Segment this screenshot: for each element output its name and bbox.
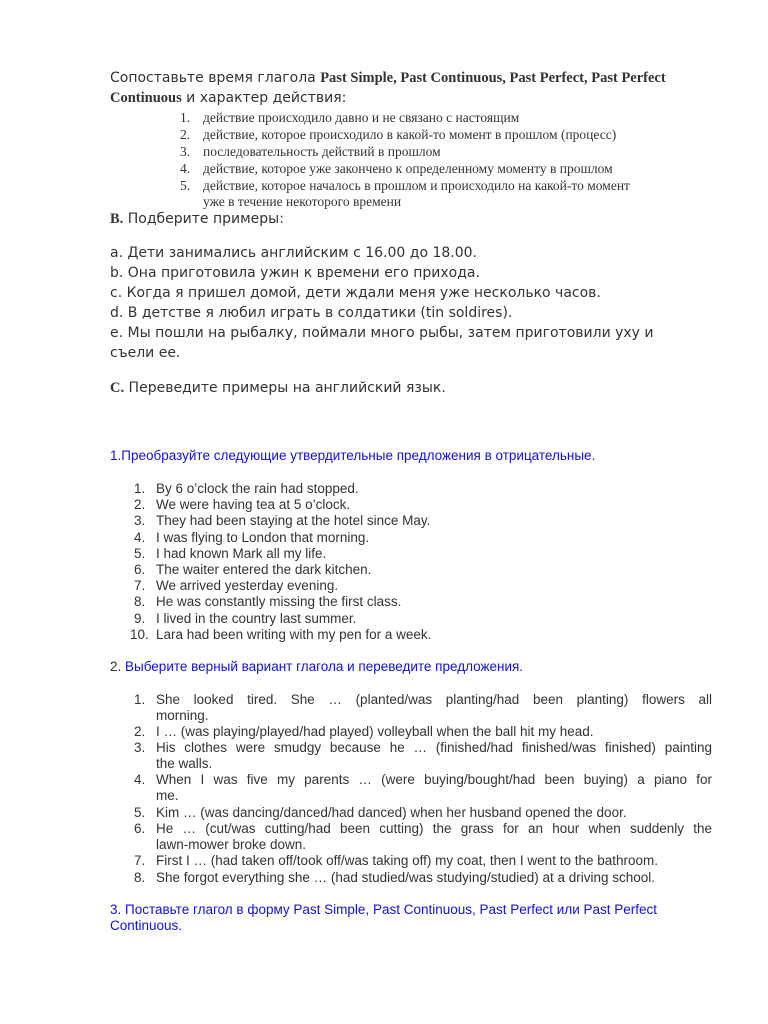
list-item: Kim … (was dancing/danced/had danced) when her husband opened the door. xyxy=(156,805,627,820)
part-a-intro-line2 xyxy=(110,90,346,107)
intro-text-end: и характер действия: xyxy=(181,90,347,106)
list-item-text: действие, которое уже закончено к определенному моменту в прошлом xyxy=(203,161,613,176)
exercise-1-heading: 1.Преобразуйте следующие утвердительные предложения в отрицательные. xyxy=(110,448,596,463)
list-item: She looked tired. She … (planted/was planting/had been planting) flowers all xyxy=(156,692,712,707)
list-item-number: 4. xyxy=(134,529,146,545)
list-item-text: действие происходило давно и не связано с настоящим xyxy=(203,110,520,125)
list-item: 1. xyxy=(180,110,191,125)
list-item-number: 2. xyxy=(134,497,146,513)
example-line: d. В детстве я любил играть в солдатики (tin soldires). xyxy=(110,305,513,321)
list-item: I lived in the country last summer. xyxy=(156,610,357,626)
list-item-number: 6. xyxy=(134,562,146,577)
list-item-text: последовательность действий в прошлом xyxy=(203,144,441,159)
list-item-number: 5. xyxy=(134,545,146,561)
exercise-title: Выберите верный вариант глагола и переведите предложения. xyxy=(125,659,524,674)
list-item: I was flying to London that morning. xyxy=(156,529,370,545)
intro-text: Сопоставьте время глагола xyxy=(110,70,321,86)
exercise-2-heading xyxy=(110,659,523,674)
list-item: When I was five my parents … (were buying/bought/had been buying) a piano for xyxy=(156,772,712,787)
list-item: The waiter entered the dark kitchen. xyxy=(156,562,372,577)
list-item-text: действие, которое началось в прошлом и происходило на какой-то момент xyxy=(203,178,630,193)
list-item: We arrived yesterday evening. xyxy=(156,578,339,594)
list-item: He … (cut/was cutting/had been cutting) the grass for an hour when suddenly the xyxy=(156,821,712,836)
list-item-text: действие, которое происходило в какой-то момент в прошлом (процесс) xyxy=(203,127,617,142)
list-item-number: 5. xyxy=(134,805,146,820)
list-item-number: 10. xyxy=(130,626,149,642)
list-item: By 6 o’clock the rain had stopped. xyxy=(156,481,359,496)
list-item: 5. xyxy=(180,178,191,193)
part-a-intro xyxy=(110,70,666,87)
exercise-3-heading-cont: Continuous. xyxy=(110,918,183,933)
list-item-cont: me. xyxy=(156,788,179,803)
list-item-number: 9. xyxy=(134,610,146,626)
list-item-number: 4. xyxy=(134,772,146,787)
section-letter: B. xyxy=(110,211,124,227)
list-item-number: 1. xyxy=(134,692,146,707)
list-item-number: 8. xyxy=(134,594,146,610)
list-item-number: 2. xyxy=(134,724,146,739)
list-item: I … (was playing/played/had played) volleyball when the ball hit my head. xyxy=(156,724,594,739)
part-b-heading xyxy=(110,211,284,228)
list-item: 3. xyxy=(180,144,191,159)
list-item: First I … (had taken off/took off/was taking off) my coat, then I went to the bathroom. xyxy=(156,853,659,868)
example-line: a. Дети занимались английским с 16.00 до 18.00. xyxy=(110,245,477,261)
part-c-heading xyxy=(110,380,446,397)
list-item-number: 7. xyxy=(134,853,146,868)
list-item-number: 3. xyxy=(134,513,146,529)
list-item-number: 3. xyxy=(134,740,146,755)
section-heading: Подберите примеры: xyxy=(123,211,284,227)
list-item: They had been staying at the hotel since May. xyxy=(156,513,431,529)
tense-names: Past Simple, Past Continuous, Past Perfect, Past Perfect xyxy=(320,70,666,86)
list-item-number: 1. xyxy=(134,481,146,496)
list-item: Lara had been writing with my pen for a week. xyxy=(156,626,432,642)
example-line-cont: съели ее. xyxy=(110,345,181,361)
exercise-3-heading: 3. Поставьте глагол в форму Past Simple, Past Continuous, Past Perfect или Past Perfect xyxy=(110,902,658,917)
list-item: His clothes were smudgy because he … (finished/had finished/was finished) painting xyxy=(156,740,712,755)
list-item-number: 8. xyxy=(134,870,146,885)
list-item-cont: lawn-mower broke down. xyxy=(156,837,307,852)
list-item-number: 7. xyxy=(134,578,146,594)
list-item: She forgot everything she … (had studied/was studying/studied) at a driving school. xyxy=(156,870,656,885)
list-item: 2. xyxy=(180,127,191,142)
list-item: We were having tea at 5 o’clock. xyxy=(156,497,351,513)
section-letter: C. xyxy=(110,380,125,396)
section-heading: Переведите примеры на английский язык. xyxy=(124,380,446,396)
list-item-cont: the walls. xyxy=(156,756,213,771)
example-line: c. Когда я пришел домой, дети ждали меня уже несколько часов. xyxy=(110,285,601,301)
list-item: I had known Mark all my life. xyxy=(156,545,327,561)
example-line: e. Мы пошли на рыбалку, поймали много рыбы, затем приготовили уху и xyxy=(110,325,654,341)
list-item-number: 6. xyxy=(134,821,146,836)
list-item: 4. xyxy=(180,161,191,176)
list-item: He was constantly missing the first class. xyxy=(156,594,402,610)
example-line: b. Она приготовила ужин к времени его прихода. xyxy=(110,265,480,281)
list-item-text-cont: уже в течение некоторого времени xyxy=(203,194,402,209)
list-item-cont: morning. xyxy=(156,708,209,723)
exercise-number: 2. xyxy=(110,659,126,674)
tense-name-continuous: Continuous xyxy=(110,90,182,106)
